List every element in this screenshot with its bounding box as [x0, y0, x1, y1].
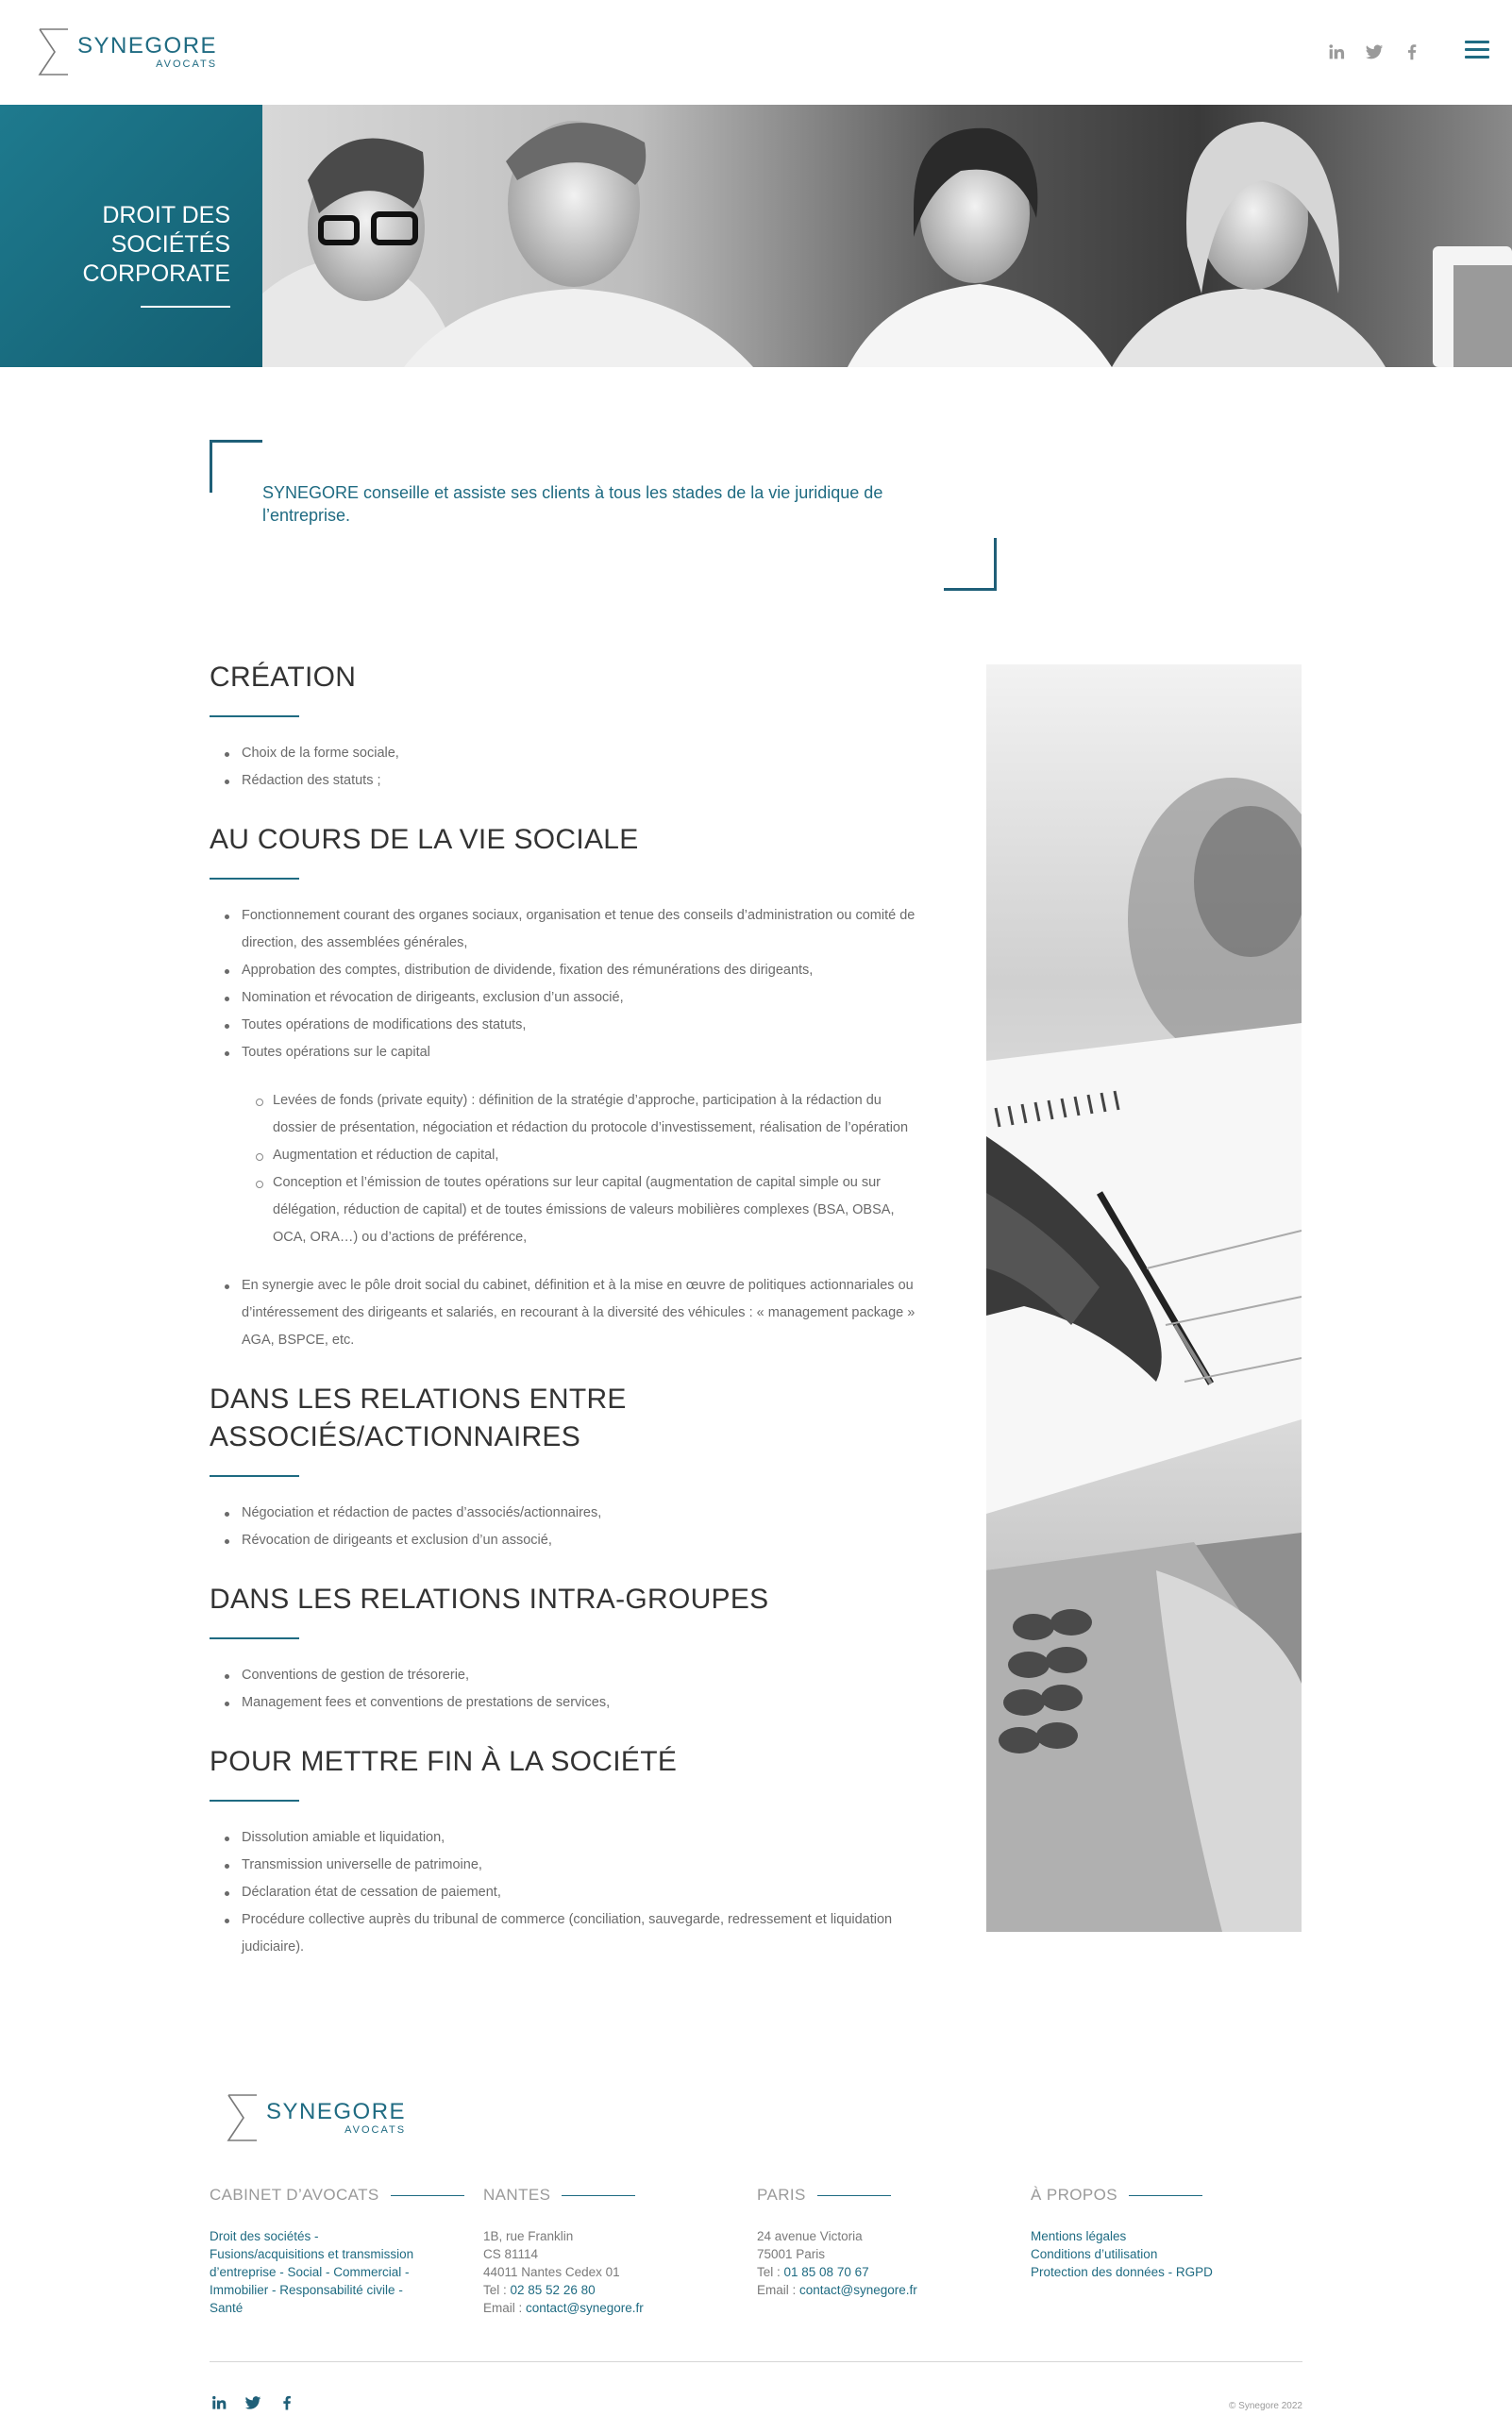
email-label: Email : — [483, 2301, 527, 2315]
sigma-logo-icon — [36, 27, 72, 76]
list-item: Déclaration état de cessation de paiement, — [210, 1879, 927, 1906]
list-item: Choix de la forme sociale, — [210, 740, 927, 767]
bullet-list — [210, 740, 927, 795]
footer-heading-text: PARIS — [757, 2186, 806, 2204]
list-item: En synergie avec le pôle droit social du cabinet, définition et à la mise en œuvre de politiques actionnariales ou d’intéressement des dirigeants et salariés, en recourant à la diversité des véhicules : « management package » AGA, BSPCE, etc. — [210, 1272, 927, 1354]
footer-columns — [210, 2186, 1304, 2317]
phone-link[interactable]: 01 85 08 70 67 — [783, 2265, 869, 2279]
hero-title-panel — [0, 105, 262, 367]
section-heading: AU COURS DE LA VIE SOCIALE — [210, 824, 639, 855]
bullet-list — [210, 1824, 927, 1961]
section-creation — [210, 659, 927, 795]
heading-underline — [210, 1800, 299, 1802]
section-relations-associes — [210, 1381, 927, 1554]
twitter-icon[interactable] — [244, 2393, 262, 2412]
section-vie-sociale — [210, 821, 927, 1354]
sub-list-item: Conception et l’émission de toutes opérations sur leur capital (augmentation de capital simple ou sur délégation, réduction de capital) et de toutes émissions de valeurs mobilières complexes (BSA, OBSA, OCA, ORA…) ou d’actions de préférence, — [241, 1169, 927, 1251]
footer-divider — [210, 2361, 1302, 2362]
bullet-list — [210, 902, 927, 1066]
sigma-logo-icon — [225, 2093, 260, 2142]
footer-heading-text: CABINET D’AVOCATS — [210, 2186, 379, 2204]
copyright-text: © Synegore 2022 — [1229, 2401, 1302, 2411]
main-content — [210, 659, 927, 1961]
list-item: Management fees et conventions de prestations de services, — [210, 1689, 927, 1717]
sub-list-item: Levées de fonds (private equity) : définition de la stratégie d’approche, participation à la rédaction du dossier de présentation, négociation et rédaction du protocole d’investissement, réalisation de l’opération — [241, 1087, 927, 1142]
footer-column-apropos — [1031, 2186, 1304, 2317]
footer-heading — [757, 2186, 1031, 2205]
terms-of-use-link[interactable]: Conditions d’utilisation — [1031, 2247, 1158, 2261]
list-item: Nomination et révocation de dirigeants, exclusion d’un associé, — [210, 984, 927, 1012]
phone-link[interactable]: 02 85 52 26 80 — [510, 2283, 596, 2297]
address-line: 75001 Paris — [757, 2247, 826, 2261]
list-item: Négociation et rédaction de pactes d’associés/actionnaires, — [210, 1500, 927, 1527]
facebook-icon[interactable] — [1402, 42, 1422, 62]
list-item: Procédure collective auprès du tribunal de commerce (conciliation, sauvegarde, redressement et liquidation judiciaire). — [210, 1906, 927, 1961]
title-underline — [141, 306, 230, 308]
bullet-list — [210, 1662, 927, 1717]
section-heading: POUR METTRE FIN À LA SOCIÉTÉ — [210, 1746, 678, 1777]
site-logo[interactable] — [36, 27, 217, 76]
address-line: 44011 Nantes Cedex 01 — [483, 2265, 620, 2279]
page-title-line: DROIT DES — [102, 202, 230, 228]
footer-column-cabinet — [210, 2186, 483, 2317]
logo-brand: SYNEGORE — [77, 32, 218, 59]
facebook-icon[interactable] — [277, 2393, 296, 2412]
bullet-list — [210, 1500, 927, 1554]
tel-label: Tel : — [483, 2283, 511, 2297]
twitter-icon[interactable] — [1364, 42, 1385, 62]
heading-rule — [391, 2195, 464, 2196]
site-header — [0, 0, 1512, 105]
quote-bracket-top-left — [210, 440, 262, 493]
intro-text: SYNEGORE conseille et assiste ses clients à tous les stades de la vie juridique de l’entreprise. — [262, 483, 883, 525]
heading-underline — [210, 1475, 299, 1477]
footer-heading — [1031, 2186, 1304, 2205]
email-link[interactable]: contact@synegore.fr — [526, 2301, 644, 2315]
heading-underline — [210, 1637, 299, 1639]
practice-areas-links[interactable]: Droit des sociétés - Fusions/acquisitions et transmission d’entreprise - Social - Commercial - Immobilier - Responsabilité civile - Santé — [210, 2229, 414, 2315]
sub-list-item: Augmentation et réduction de capital, — [241, 1142, 927, 1169]
logo-subtitle: AVOCATS — [344, 2123, 407, 2136]
gdpr-link[interactable]: Protection des données - RGPD — [1031, 2265, 1213, 2279]
hero-team-photo — [262, 105, 1512, 367]
list-item: Toutes opérations de modifications des statuts, — [210, 1012, 927, 1039]
list-item: Toutes opérations sur le capital — [210, 1039, 927, 1066]
address-line: 1B, rue Franklin — [483, 2229, 574, 2243]
section-intra-groupes — [210, 1581, 927, 1717]
heading-rule — [562, 2195, 635, 2196]
legal-notice-link[interactable]: Mentions légales — [1031, 2229, 1127, 2243]
list-item: Fonctionnement courant des organes sociaux, organisation et tenue des conseils d’administration ou comité de direction, des assemblées générales, — [210, 902, 927, 957]
address-line: 24 avenue Victoria — [757, 2229, 863, 2243]
section-heading: DANS LES RELATIONS INTRA-GROUPES — [210, 1584, 769, 1615]
list-item: Conventions de gestion de trésorerie, — [210, 1662, 927, 1689]
section-heading: CRÉATION — [210, 662, 357, 693]
hamburger-icon[interactable] — [1465, 41, 1489, 61]
footer-column-nantes — [483, 2186, 757, 2317]
footer-column-paris — [757, 2186, 1031, 2317]
footer-heading — [210, 2186, 483, 2205]
list-item: Rédaction des statuts ; — [210, 767, 927, 795]
page-title — [83, 201, 231, 289]
footer-logo[interactable] — [225, 2093, 406, 2142]
header-social-links — [1326, 42, 1422, 62]
logo-brand: SYNEGORE — [266, 2098, 407, 2124]
page-title-line: CORPORATE — [82, 260, 230, 287]
linkedin-icon[interactable] — [210, 2393, 228, 2412]
hero-banner — [0, 105, 1512, 367]
intro-quote — [210, 440, 998, 591]
nested-bullet-list — [241, 1087, 927, 1251]
logo-subtitle: AVOCATS — [156, 58, 218, 70]
address-line: CS 81114 — [483, 2247, 539, 2261]
list-item: Révocation de dirigeants et exclusion d’un associé, — [210, 1527, 927, 1554]
page-title-line: SOCIÉTÉS — [110, 231, 230, 258]
bullet-list — [210, 1272, 927, 1354]
heading-rule — [817, 2195, 891, 2196]
heading-underline — [210, 715, 299, 717]
section-heading: DANS LES RELATIONS ENTRE ASSOCIÉS/ACTIONNAIRES — [210, 1384, 627, 1452]
quote-bracket-bottom-right — [944, 538, 997, 591]
section-fin-societe — [210, 1743, 927, 1961]
email-link[interactable]: contact@synegore.fr — [799, 2283, 917, 2297]
footer-heading-text: NANTES — [483, 2186, 551, 2204]
heading-underline — [210, 878, 299, 880]
linkedin-icon[interactable] — [1326, 42, 1347, 62]
tel-label: Tel : — [757, 2265, 784, 2279]
list-item: Dissolution amiable et liquidation, — [210, 1824, 927, 1852]
list-item: Approbation des comptes, distribution de dividende, fixation des rémunérations des dirigeants, — [210, 957, 927, 984]
heading-rule — [1129, 2195, 1202, 2196]
footer-social-links — [210, 2393, 296, 2412]
list-item: Transmission universelle de patrimoine, — [210, 1852, 927, 1879]
email-label: Email : — [757, 2283, 800, 2297]
side-document-photo — [986, 664, 1302, 1932]
footer-heading — [483, 2186, 757, 2205]
footer-heading-text: À PROPOS — [1031, 2186, 1118, 2204]
